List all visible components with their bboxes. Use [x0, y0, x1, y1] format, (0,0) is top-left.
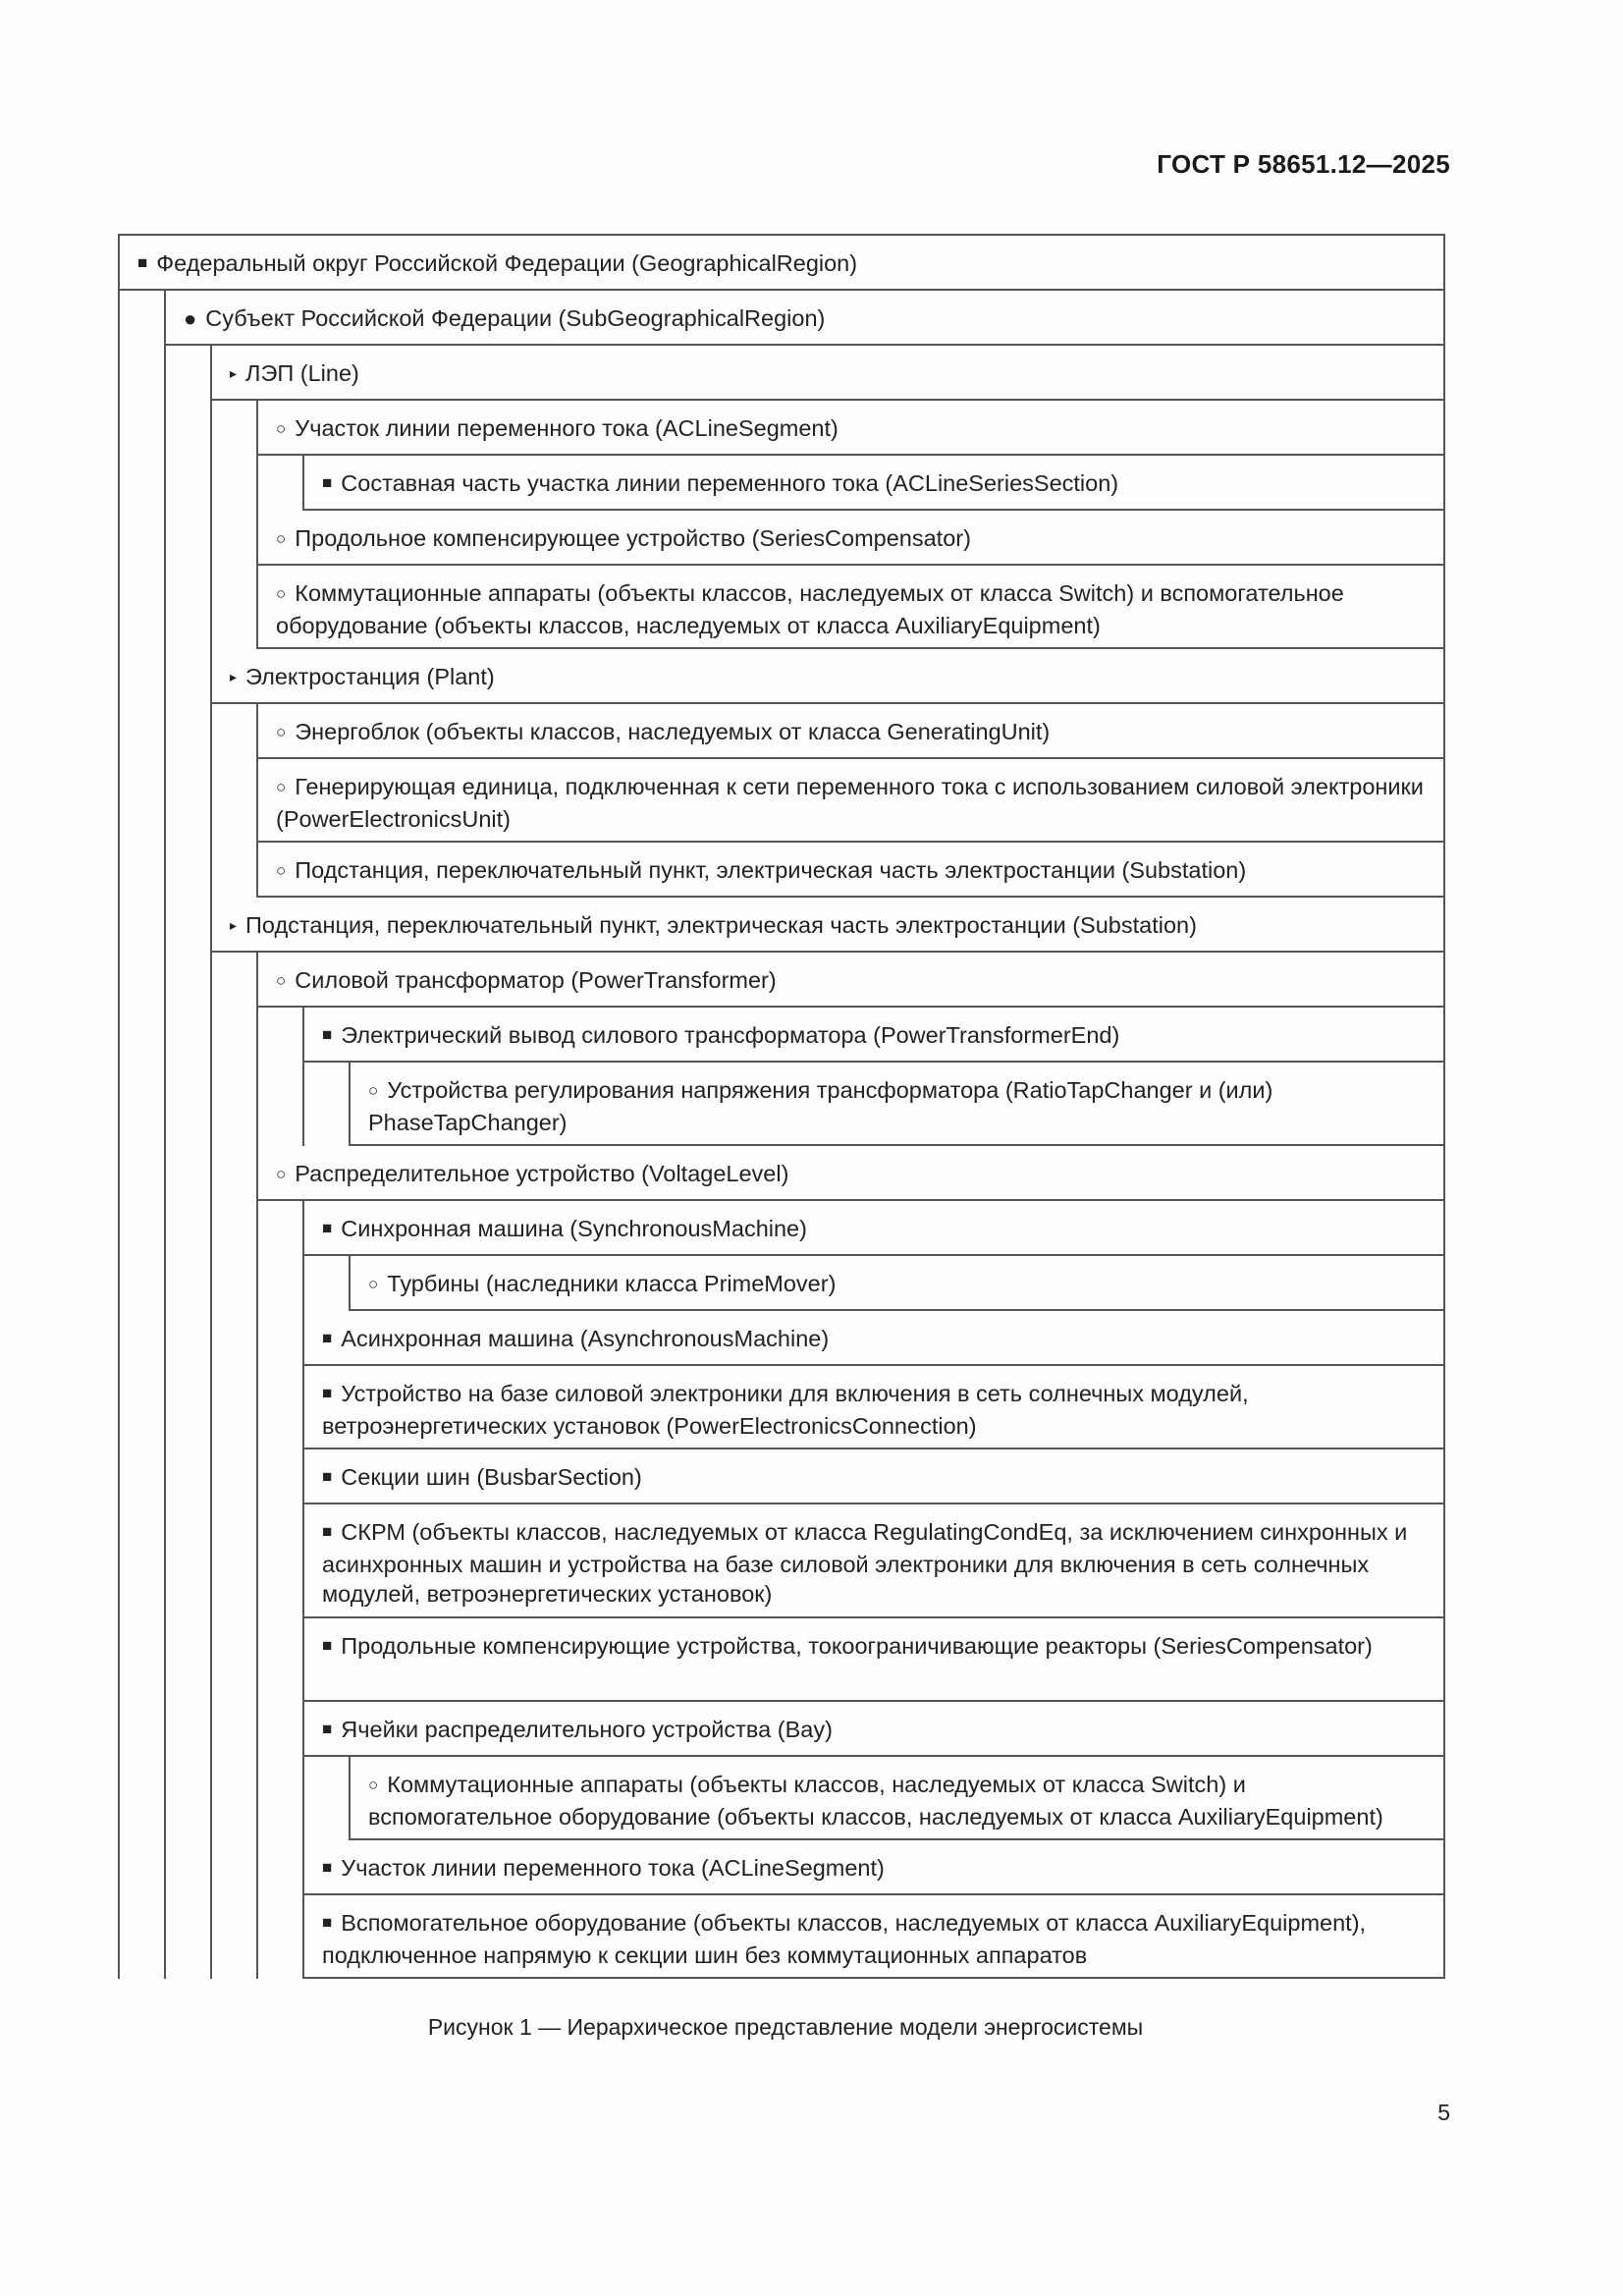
- tree-node: [302, 1366, 1445, 1449]
- tree-row: [118, 843, 1445, 898]
- square-bullet-icon: ■: [322, 1384, 333, 1402]
- tree-node-label: Генерирующая единица, подключенная к сети переменного тока с использованием силовой электроники (PowerElectronicsUnit): [276, 774, 1424, 832]
- tree-node-label: Подстанция, переключательный пункт, электрическая часть электростанции (Substation): [245, 912, 1197, 938]
- indent-guide: [210, 1895, 212, 1979]
- indent-guide: [118, 1504, 120, 1618]
- tree-row: [118, 1008, 1445, 1063]
- indent-guide: [210, 1366, 212, 1449]
- tree-node: [256, 953, 1445, 1008]
- indent-guide: [118, 1256, 120, 1311]
- tree-node-label: СКРМ (объекты классов, наследуемых от класса RegulatingCondEq, за исключением синхронных и асинхронных машин и устройства на базе силовой электроники для включения в сеть солнечных модулей, ветроэнергетических установок): [322, 1519, 1408, 1607]
- tree-node-label: Продольное компенсирующее устройство (SeriesCompensator): [295, 525, 971, 551]
- indent-guide: [118, 1008, 120, 1063]
- indent-guide: [118, 843, 120, 898]
- tree-node: [164, 291, 1445, 346]
- indent-guide: [164, 649, 166, 704]
- square-bullet-icon: ■: [322, 1913, 333, 1932]
- indent-guide: [256, 1840, 258, 1895]
- ring-bullet-icon: ○: [276, 723, 287, 741]
- tree-row: [118, 1256, 1445, 1311]
- triangle-bullet-icon: ▸: [230, 917, 238, 933]
- tree-node: [302, 1895, 1445, 1979]
- indent-guide: [164, 953, 166, 1008]
- tree-node: [256, 401, 1445, 456]
- tree-node: [349, 1757, 1445, 1840]
- tree-node-label: Продольные компенсирующие устройства, токоограничивающие реакторы (SeriesCompensator): [341, 1633, 1373, 1659]
- indent-guide: [164, 1840, 166, 1895]
- tree-node-label: Синхронная машина (SynchronousMachine): [341, 1216, 807, 1241]
- tree-node-label: Асинхронная машина (AsynchronousMachine): [341, 1326, 830, 1351]
- tree-node: [118, 236, 1445, 291]
- indent-guide: [210, 953, 212, 1008]
- indent-guide: [118, 456, 120, 511]
- indent-guide: [118, 1618, 120, 1702]
- square-bullet-icon: ■: [322, 1467, 333, 1486]
- indent-guide: [256, 1366, 258, 1449]
- ring-bullet-icon: ○: [276, 971, 287, 990]
- indent-guide: [164, 1366, 166, 1449]
- indent-guide: [164, 1146, 166, 1201]
- indent-guide: [256, 1311, 258, 1366]
- tree-node-label: Субъект Российской Федерации (SubGeographicalRegion): [205, 305, 826, 331]
- ring-bullet-icon: ○: [368, 1776, 379, 1794]
- tree-node: [349, 1063, 1445, 1146]
- tree-node: [256, 566, 1445, 649]
- indent-guide: [118, 1757, 120, 1840]
- tree-node: [302, 1840, 1445, 1895]
- indent-guide: [256, 1008, 258, 1063]
- indent-guide: [256, 1618, 258, 1702]
- page-number: 5: [1437, 2100, 1450, 2125]
- tree-row: [118, 898, 1445, 953]
- indent-guide: [210, 566, 212, 649]
- indent-guide: [210, 1618, 212, 1702]
- indent-guide: [118, 1449, 120, 1504]
- triangle-bullet-icon: ▸: [230, 669, 238, 684]
- square-bullet-icon: ■: [322, 1720, 333, 1738]
- indent-guide: [118, 1366, 120, 1449]
- tree-node: [210, 649, 1445, 704]
- indent-guide: [164, 1618, 166, 1702]
- indent-guide: [302, 1757, 304, 1840]
- square-bullet-icon: ■: [322, 1329, 333, 1347]
- ring-bullet-icon: ○: [276, 584, 287, 603]
- indent-guide: [118, 759, 120, 843]
- ring-bullet-icon: ○: [276, 861, 287, 880]
- tree-node: [302, 1008, 1445, 1063]
- indent-guide: [164, 843, 166, 898]
- indent-guide: [118, 346, 120, 401]
- tree-row: [118, 291, 1445, 346]
- indent-guide: [118, 401, 120, 456]
- ring-bullet-icon: ○: [276, 778, 287, 796]
- indent-guide: [118, 1063, 120, 1146]
- indent-guide: [210, 1146, 212, 1201]
- indent-guide: [210, 843, 212, 898]
- indent-guide: [256, 1449, 258, 1504]
- document-id: ГОСТ Р 58651.12—2025: [1157, 149, 1450, 179]
- indent-guide: [256, 1256, 258, 1311]
- indent-guide: [210, 1008, 212, 1063]
- square-bullet-icon: ■: [322, 1522, 333, 1541]
- ring-bullet-icon: ○: [368, 1081, 379, 1100]
- indent-guide: [256, 1895, 258, 1979]
- ring-bullet-icon: ○: [368, 1275, 379, 1293]
- indent-guide: [164, 1008, 166, 1063]
- indent-guide: [164, 456, 166, 511]
- ring-bullet-icon: ○: [276, 419, 287, 438]
- tree-node-label: Подстанция, переключательный пункт, электрическая часть электростанции (Substation): [295, 857, 1247, 883]
- indent-guide: [118, 511, 120, 566]
- indent-guide: [118, 291, 120, 346]
- tree-row: [118, 456, 1445, 511]
- tree-node-label: Секции шин (BusbarSection): [341, 1464, 642, 1490]
- tree-node-label: Участок линии переменного тока (ACLineSegment): [341, 1855, 885, 1881]
- indent-guide: [210, 1840, 212, 1895]
- tree-node: [302, 1618, 1445, 1702]
- tree-node: [349, 1256, 1445, 1311]
- indent-guide: [164, 1063, 166, 1146]
- indent-guide: [210, 511, 212, 566]
- indent-guide: [256, 456, 258, 511]
- indent-guide: [210, 1702, 212, 1757]
- indent-guide: [118, 1311, 120, 1366]
- tree-node-label: ЛЭП (Line): [245, 360, 359, 386]
- tree-row: [118, 346, 1445, 401]
- indent-guide: [210, 1256, 212, 1311]
- ring-bullet-icon: ○: [276, 529, 287, 548]
- tree-node: [210, 346, 1445, 401]
- tree-node-label: Устройства регулирования напряжения трансформатора (RatioTapChanger и (или) PhaseTapChanger): [368, 1077, 1273, 1135]
- indent-guide: [256, 1063, 258, 1146]
- indent-guide: [256, 1702, 258, 1757]
- tree-row: [118, 1840, 1445, 1895]
- tree-node-label: Энергоблок (объекты классов, наследуемых от класса GeneratingUnit): [295, 719, 1051, 744]
- tree-node-label: Федеральный округ Российской Федерации (GeographicalRegion): [156, 250, 858, 276]
- indent-guide: [164, 759, 166, 843]
- tree-node: [302, 1504, 1445, 1618]
- indent-guide: [118, 566, 120, 649]
- indent-guide: [164, 704, 166, 759]
- ring-bullet-icon: ○: [276, 1165, 287, 1183]
- indent-guide: [118, 1201, 120, 1256]
- tree-row: [118, 1201, 1445, 1256]
- indent-guide: [210, 1201, 212, 1256]
- tree-row: [118, 1895, 1445, 1979]
- tree-node-label: Вспомогательное оборудование (объекты классов, наследуемых от класса AuxiliaryEquipment), подключенное напрямую к секции шин без коммутационных аппаратов: [322, 1910, 1367, 1968]
- tree-node: [256, 704, 1445, 759]
- tree-node-label: Распределительное устройство (VoltageLevel): [295, 1161, 789, 1186]
- tree-node-label: Турбины (наследники класса PrimeMover): [387, 1271, 837, 1296]
- tree-node: [256, 843, 1445, 898]
- tree-node: [256, 511, 1445, 566]
- indent-guide: [118, 1895, 120, 1979]
- tree-node-label: Коммутационные аппараты (объекты классов, наследуемых от класса Switch) и вспомогательное оборудование (объекты классов, наследуемых от класса AuxiliaryEquipment): [276, 580, 1344, 638]
- indent-guide: [164, 566, 166, 649]
- triangle-bullet-icon: ▸: [230, 365, 238, 381]
- square-bullet-icon: ■: [322, 1219, 333, 1237]
- indent-guide: [118, 1146, 120, 1201]
- hierarchy-figure: [118, 234, 1445, 1979]
- indent-guide: [164, 1256, 166, 1311]
- indent-guide: [164, 1504, 166, 1618]
- indent-guide: [210, 759, 212, 843]
- tree-node-label: Электрический вывод силового трансформатора (PowerTransformerEnd): [341, 1022, 1120, 1048]
- indent-guide: [256, 1504, 258, 1618]
- tree-node: [302, 1702, 1445, 1757]
- indent-guide: [210, 704, 212, 759]
- figure-caption: Рисунок 1 — Иерархическое представление модели энергосистемы: [427, 2014, 1144, 2040]
- indent-guide: [164, 1311, 166, 1366]
- tree-node-label: Составная часть участка линии переменного тока (ACLineSeriesSection): [341, 470, 1119, 496]
- tree-node: [302, 1449, 1445, 1504]
- indent-guide: [164, 1702, 166, 1757]
- square-bullet-icon: ■: [322, 473, 333, 492]
- tree-row: [118, 953, 1445, 1008]
- tree-node-label: Коммутационные аппараты (объекты классов, наследуемых от класса Switch) и вспомогательное оборудование (объекты классов, наследуемых от класса AuxiliaryEquipment): [368, 1772, 1383, 1830]
- tree-row: [118, 649, 1445, 704]
- indent-guide: [164, 401, 166, 456]
- tree-node-label: Ячейки распределительного устройства (Bay): [341, 1717, 833, 1742]
- tree-row: [118, 1449, 1445, 1504]
- tree-row: [118, 1366, 1445, 1449]
- tree-node: [256, 759, 1445, 843]
- indent-guide: [210, 401, 212, 456]
- tree-row: [118, 1504, 1445, 1618]
- tree-row: [118, 1311, 1445, 1366]
- indent-guide: [210, 1449, 212, 1504]
- indent-guide: [118, 649, 120, 704]
- tree-node: [302, 456, 1445, 511]
- indent-guide: [118, 898, 120, 953]
- indent-guide: [118, 1840, 120, 1895]
- indent-guide: [210, 1504, 212, 1618]
- tree-row: [118, 566, 1445, 649]
- square-bullet-icon: ■: [322, 1025, 333, 1044]
- tree-row: [118, 1757, 1445, 1840]
- tree-node-label: Силовой трансформатор (PowerTransformer): [295, 967, 777, 993]
- indent-guide: [118, 953, 120, 1008]
- indent-guide: [302, 1063, 304, 1146]
- tree-node-label: Участок линии переменного тока (ACLineSegment): [295, 415, 839, 441]
- square-bullet-icon: ■: [322, 1858, 333, 1877]
- indent-guide: [164, 898, 166, 953]
- indent-guide: [164, 511, 166, 566]
- indent-guide: [210, 1063, 212, 1146]
- tree-row: [118, 236, 1445, 291]
- indent-guide: [210, 456, 212, 511]
- tree-row: [118, 401, 1445, 456]
- indent-guide: [164, 1201, 166, 1256]
- indent-guide: [210, 1757, 212, 1840]
- indent-guide: [164, 1449, 166, 1504]
- indent-guide: [164, 1757, 166, 1840]
- indent-guide: [164, 346, 166, 401]
- indent-guide: [164, 1895, 166, 1979]
- indent-guide: [302, 1256, 304, 1311]
- tree-row: [118, 1146, 1445, 1201]
- square-bullet-icon: ■: [137, 253, 148, 272]
- tree-row: [118, 511, 1445, 566]
- tree-row: [118, 1702, 1445, 1757]
- tree-node: [256, 1146, 1445, 1201]
- tree-row: [118, 704, 1445, 759]
- tree-row: [118, 1618, 1445, 1702]
- tree-row: [118, 759, 1445, 843]
- square-bullet-icon: ■: [322, 1636, 333, 1655]
- tree-row: [118, 1063, 1445, 1146]
- tree-node: [302, 1311, 1445, 1366]
- tree-node-label: Устройство на базе силовой электроники для включения в сеть солнечных модулей, ветроэнергетических установок (PowerElectronicsConnection): [322, 1381, 1249, 1439]
- indent-guide: [256, 1757, 258, 1840]
- indent-guide: [118, 704, 120, 759]
- tree-node-label: Электростанция (Plant): [245, 664, 495, 689]
- indent-guide: [118, 1702, 120, 1757]
- indent-guide: [256, 1201, 258, 1256]
- indent-guide: [210, 1311, 212, 1366]
- tree-node: [210, 898, 1445, 953]
- tree-node: [302, 1201, 1445, 1256]
- dot-bullet-icon: ●: [184, 306, 197, 331]
